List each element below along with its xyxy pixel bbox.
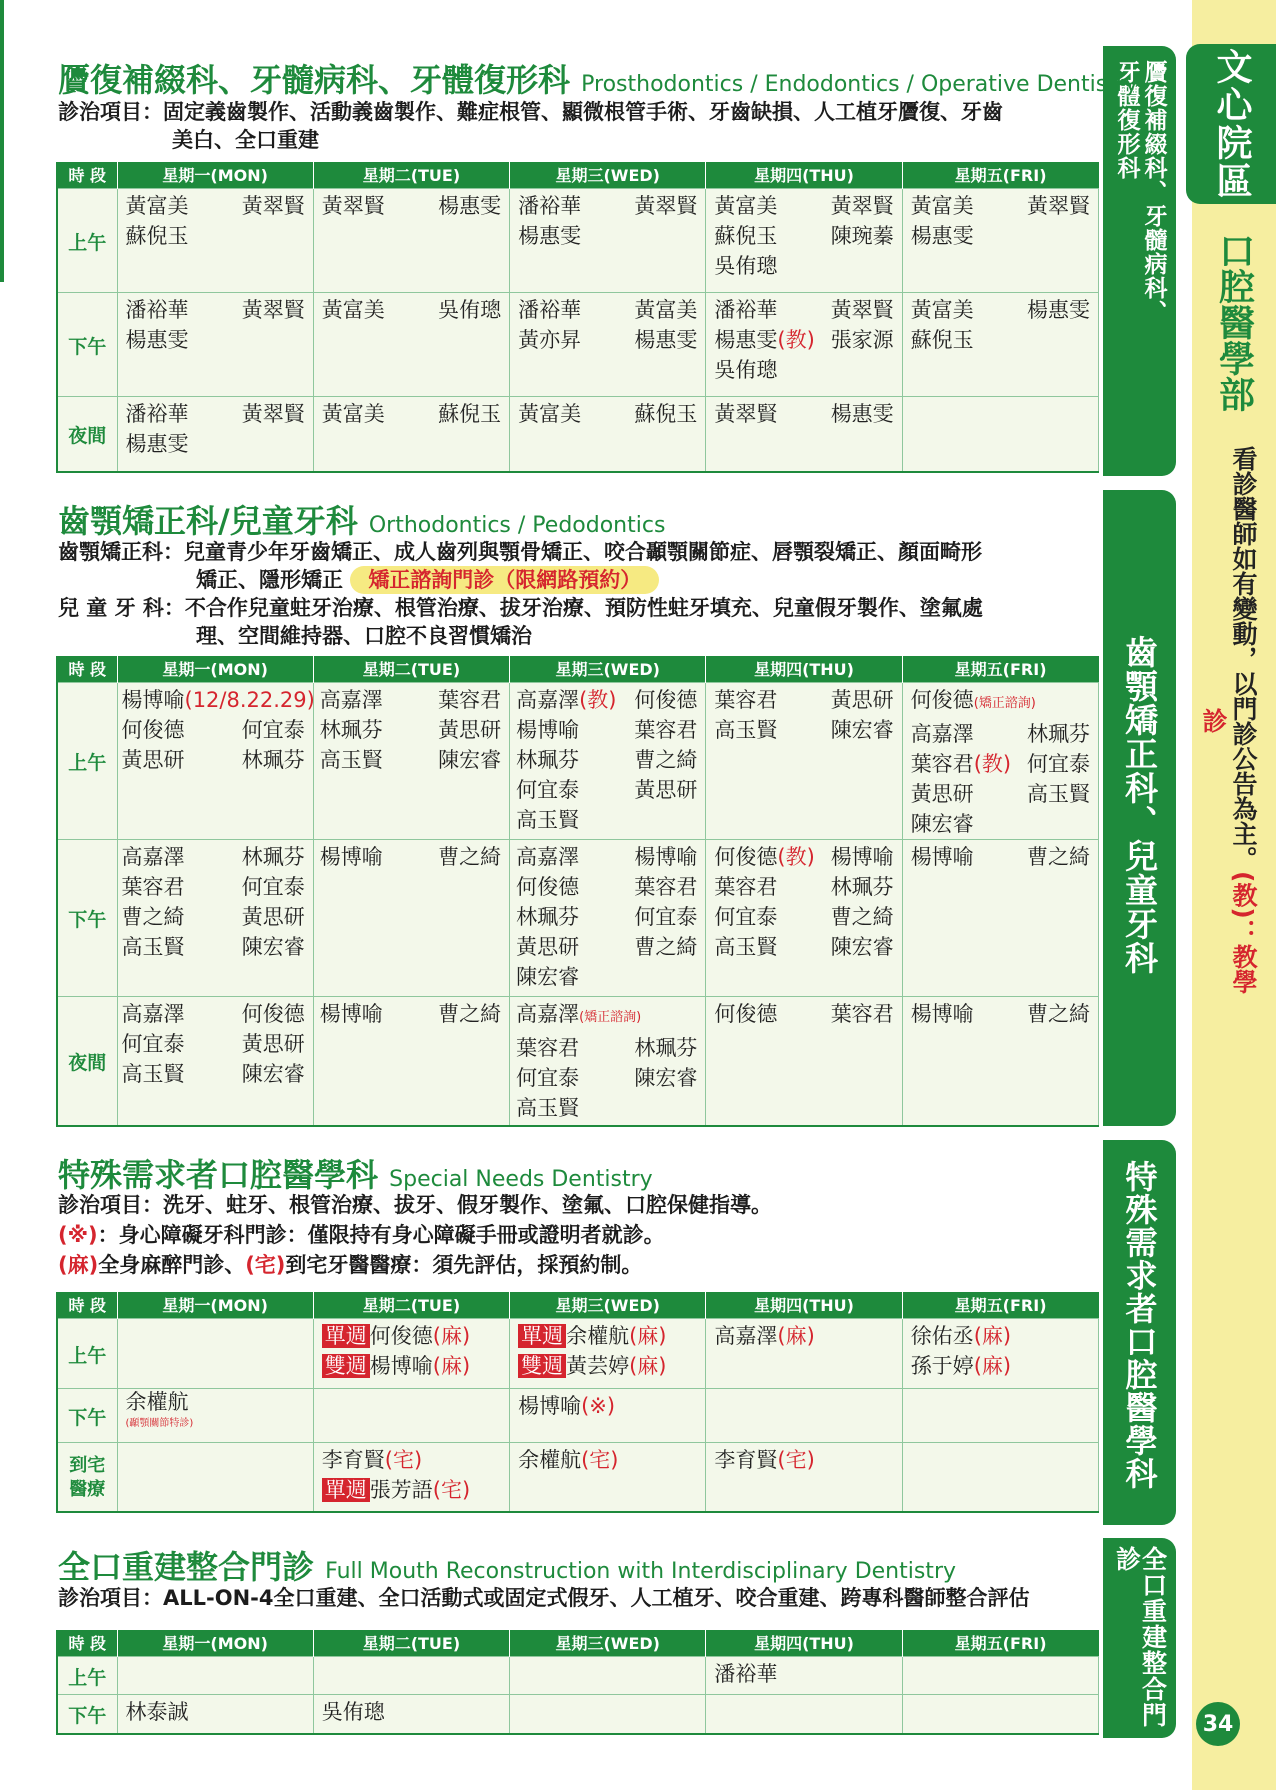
slot-pm: 下午 bbox=[57, 292, 117, 396]
header-fri: 星期五(FRI) bbox=[902, 162, 1098, 188]
section-tab-special-needs: 特殊需求者口腔醫學科 bbox=[1103, 1140, 1176, 1525]
schedule-table-orthodontics: 時 段 星期一(MON) 星期二(TUE) 星期三(WED) 星期四(THU) 星期五(FRI) 上午 楊博喻(12/8.22.29) 何俊德 何宜泰 黃思研 林珮芬 高嘉澤 葉容君 林珮芬 黃思研 高玉賢 陳宏睿 高嘉澤(教) 何俊德 楊博喻 葉容君 林珮芬 曹之綺 何宜泰 黃思研 高玉賢 葉容君 黃思研 高玉賢 陳宏睿 何俊德(矯正諮詢) 高嘉澤 林珮芬 葉容君(教) 何宜泰 黃思研 高玉賢 陳宏睿 下午 高嘉澤 林珮芬 葉容君 何宜泰 曹之綺 黃思研 高玉賢 陳宏睿 楊博喻 曹之綺 高嘉澤 楊博喻 何俊德 葉容君 林珮芬 何宜泰 黃思研 曹之綺 陳宏睿 何俊德(教) 楊博喻 葉容君 林珮芬 何宜泰 曹之綺 高玉賢 陳宏睿 楊博喻 曹之綺 夜間 高嘉澤 何俊德 何宜泰 黃思研 高玉賢 陳宏睿 楊博喻 曹之綺 高嘉澤(矯正諮詢) 葉容君 林珮芬 何宜泰 陳宏睿 高玉賢 何俊德 葉容君 楊博喻 曹之綺 bbox=[56, 656, 1099, 1127]
campus-name: 文心院區 bbox=[1211, 48, 1252, 200]
slot-am: 上午 bbox=[57, 188, 117, 292]
section-tab-orthodontics: 齒顎矯正科、兒童牙科 bbox=[1103, 490, 1176, 1126]
section-title-special-needs: 特殊需求者口腔醫學科 Special Needs Dentistry bbox=[58, 1156, 653, 1194]
consult-pill: 矯正諮詢門診（限網路預約） bbox=[350, 566, 659, 594]
left-edge-bar bbox=[0, 0, 4, 282]
section-title-full-mouth: 全口重建整合門診 Full Mouth Reconstruction with Interdisciplinary Dentistry bbox=[58, 1548, 957, 1586]
section-title-orthodontics: 齒顎矯正科/兒童牙科 Orthodontics / Pedodontics bbox=[58, 502, 666, 540]
section-title-prosthodontics: 贗復補綴科、牙髓病科、牙體復形科 Prosthodontics / Endodontics / Operative Dentistry bbox=[58, 61, 1138, 99]
schedule-table-prosthodontics: 時 段 星期一(MON) 星期二(TUE) 星期三(WED) 星期四(THU) 星期五(FRI) 上午 黃富美 黃翠賢 蘇倪玉 黃翠賢 楊惠雯 潘裕華 黃翠賢 楊惠雯 黃富美 黃翠賢 蘇倪玉 陳琬蓁 吳侑璁 黃富美 黃翠賢 楊惠雯 下午 潘裕華 黃翠賢 楊惠雯 黃富美 吳侑璁 潘裕華 黃富美 黃亦昇 楊惠雯 潘裕華 黃翠賢 楊惠雯(教) 張家源 吳侑璁 黃富美 楊惠雯 蘇倪玉 夜間 潘裕華 黃翠賢 楊惠雯 黃富美 蘇倪玉 黃富美 蘇倪玉 黃翠賢 楊惠雯 bbox=[56, 162, 1099, 473]
section-desc-orthodontics: 齒顎矯正科：兒童青少年牙齒矯正、成人齒列與顎骨矯正、咬合顳顎關節症、唇顎裂矯正、顏面畸形 矯正、隱形矯正 矯正諮詢門診（限網路預約） 兒 童 牙 科：不合作兒童蛀牙治療、根管治療、拔牙治療、預防性蛀牙填充、兒童假牙製作、塗氟處 理、空間維持器、口腔不良習慣矯治 bbox=[58, 540, 983, 648]
header-thu: 星期四(THU) bbox=[706, 162, 902, 188]
page-number: 34 bbox=[1196, 1702, 1240, 1746]
header-tue: 星期二(TUE) bbox=[313, 162, 509, 188]
section-desc-special-needs: 診治項目：洗牙、蛀牙、根管治療、拔牙、假牙製作、塗氟、口腔保健指導。 (※)：身心障礙牙科門診：僅限持有身心障礙手冊或證明者就診。 (麻)全身麻醉門診、(宅)到宅牙醫醫療：須先評估，採預約制。 bbox=[58, 1193, 772, 1277]
header-mon: 星期一(MON) bbox=[117, 162, 313, 188]
header-wed: 星期三(WED) bbox=[510, 162, 706, 188]
schedule-notice: 看診醫師如有變動，以門診公告為主。(教)：教學診 bbox=[1199, 446, 1258, 994]
section-tab-prosthodontics: 贗復補綴科、牙髓病科、 牙體復形科 bbox=[1103, 46, 1176, 476]
section-tab-full-mouth: 全口重建整合門診 bbox=[1103, 1538, 1176, 1738]
header-period: 時 段 bbox=[57, 162, 117, 188]
slot-night: 夜間 bbox=[57, 396, 117, 472]
schedule-table-full-mouth: 時 段 星期一(MON) 星期二(TUE) 星期三(WED) 星期四(THU) 星期五(FRI) 上午 潘裕華 下午 林泰誠 吳侑璁 bbox=[56, 1630, 1099, 1735]
schedule-table-special-needs: 時 段 星期一(MON) 星期二(TUE) 星期三(WED) 星期四(THU) 星期五(FRI) 上午 單週 何俊德(麻) 雙週 楊博喻(麻) 單週 余權航(麻) 雙週 黃芸婷(麻) 高嘉澤(麻) 徐佑丞(麻) 孫于婷(麻) 下午 余權航 (顳顎關節特診) 楊博喻(※) 到宅 醫療 李育賢(宅) 單週 張芳語(宅) 余權航(宅) 李育賢(宅) bbox=[56, 1292, 1099, 1513]
section-desc-prosthodontics: 診治項目：固定義齒製作、活動義齒製作、難症根管、顯微根管手術、牙齒缺損、人工植牙贗復、牙齒 美白、全口重建 bbox=[58, 100, 1003, 152]
section-desc-full-mouth: 診治項目：ALL-ON-4全口重建、全口活動式或固定式假牙、人工植牙、咬合重建、跨專科醫師整合評估 bbox=[58, 1586, 1030, 1610]
department-label: 口腔醫學部 bbox=[1213, 232, 1255, 412]
campus-label bbox=[1186, 44, 1276, 204]
